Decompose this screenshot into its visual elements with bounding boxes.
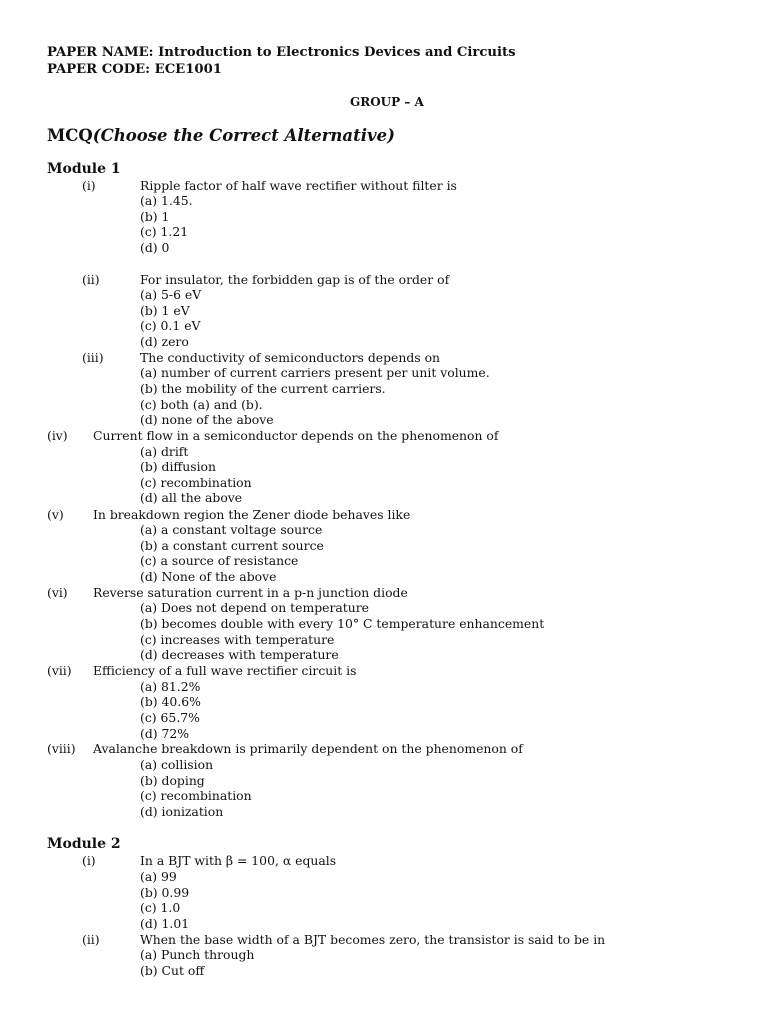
mcq-instruction: (Choose the Correct Alternative): [92, 126, 395, 145]
answer-option: (c) 1.21: [140, 224, 189, 239]
answer-option: (c) 1.0: [140, 900, 181, 915]
question-text: Reverse saturation current in a p-n junction diode: [93, 585, 408, 600]
answer-option: (a) 99: [140, 869, 177, 884]
answer-option: (a) Does not depend on temperature: [140, 600, 369, 615]
answer-option: (d) zero: [140, 334, 189, 349]
answer-option: (b) 40.6%: [140, 694, 201, 709]
question-number: (vii): [47, 663, 72, 678]
question-text: Avalanche breakdown is primarily dependent on the phenomenon of: [93, 741, 523, 756]
answer-option: (d) decreases with temperature: [140, 647, 339, 662]
question-number: (v): [47, 507, 64, 522]
answer-option: (b) the mobility of the current carriers.: [140, 381, 386, 396]
answer-option: (c) 0.1 eV: [140, 318, 201, 333]
question-text: In breakdown region the Zener diode behaves like: [93, 507, 411, 522]
question-text: In a BJT with β = 100, α equals: [140, 853, 337, 868]
module-1-title: Module 1: [47, 161, 121, 177]
question-number: (ii): [82, 932, 100, 947]
answer-option: (d) all the above: [140, 490, 243, 505]
answer-option: (b) becomes double with every 10° C temperature enhancement: [140, 616, 545, 631]
mcq-heading: [47, 126, 395, 146]
answer-option: (a) number of current carriers present per unit volume.: [140, 365, 490, 380]
answer-option: (d) 72%: [140, 726, 190, 741]
module-2-title: Module 2: [47, 836, 121, 852]
question-text: Ripple factor of half wave rectifier without filter is: [140, 178, 457, 193]
answer-option: (a) drift: [140, 444, 189, 459]
answer-option: (b) a constant current source: [140, 538, 324, 553]
answer-option: (d) ionization: [140, 804, 224, 819]
question-number: (i): [82, 853, 96, 868]
answer-option: (b) diffusion: [140, 459, 216, 474]
answer-option: (b) 1 eV: [140, 303, 190, 318]
question-number: (iii): [82, 350, 104, 365]
paper-name: PAPER NAME: Introduction to Electronics Devices and Circuits: [47, 45, 516, 60]
question-text: For insulator, the forbidden gap is of the order of: [140, 272, 450, 287]
mcq-prefix: MCQ: [47, 126, 93, 145]
question-text: When the base width of a BJT becomes zero, the transistor is said to be in: [140, 932, 606, 947]
question-number: (i): [82, 178, 96, 193]
answer-option: (c) a source of resistance: [140, 553, 299, 568]
answer-option: (c) recombination: [140, 475, 252, 490]
paper-code: PAPER CODE: ECE1001: [47, 62, 222, 77]
answer-option: (b) 0.99: [140, 885, 190, 900]
question-number: (ii): [82, 272, 100, 287]
answer-option: (c) 65.7%: [140, 710, 200, 725]
question-number: (viii): [47, 741, 76, 756]
answer-option: (d) 1.01: [140, 916, 190, 931]
answer-option: (a) a constant voltage source: [140, 522, 323, 537]
question-text: The conductivity of semiconductors depends on: [140, 350, 441, 365]
question-text: Efficiency of a full wave rectifier circuit is: [93, 663, 357, 678]
group-heading: GROUP – A: [350, 95, 424, 109]
answer-option: (a) collision: [140, 757, 214, 772]
answer-option: (d) none of the above: [140, 412, 274, 427]
question-number: (vi): [47, 585, 68, 600]
answer-option: (d) 0: [140, 240, 170, 255]
answer-option: (b) 1: [140, 209, 170, 224]
answer-option: (a) 1.45.: [140, 193, 193, 208]
answer-option: (b) doping: [140, 773, 205, 788]
answer-option: (a) Punch through: [140, 947, 255, 962]
question-text: Current flow in a semiconductor depends on the phenomenon of: [93, 428, 499, 443]
answer-option: (c) increases with temperature: [140, 632, 335, 647]
question-number: (iv): [47, 428, 68, 443]
answer-option: (a) 81.2%: [140, 679, 201, 694]
answer-option: (c) both (a) and (b).: [140, 397, 263, 412]
answer-option: (d) None of the above: [140, 569, 277, 584]
answer-option: (c) recombination: [140, 788, 252, 803]
answer-option: (a) 5-6 eV: [140, 287, 202, 302]
answer-option: (b) Cut off: [140, 963, 205, 978]
